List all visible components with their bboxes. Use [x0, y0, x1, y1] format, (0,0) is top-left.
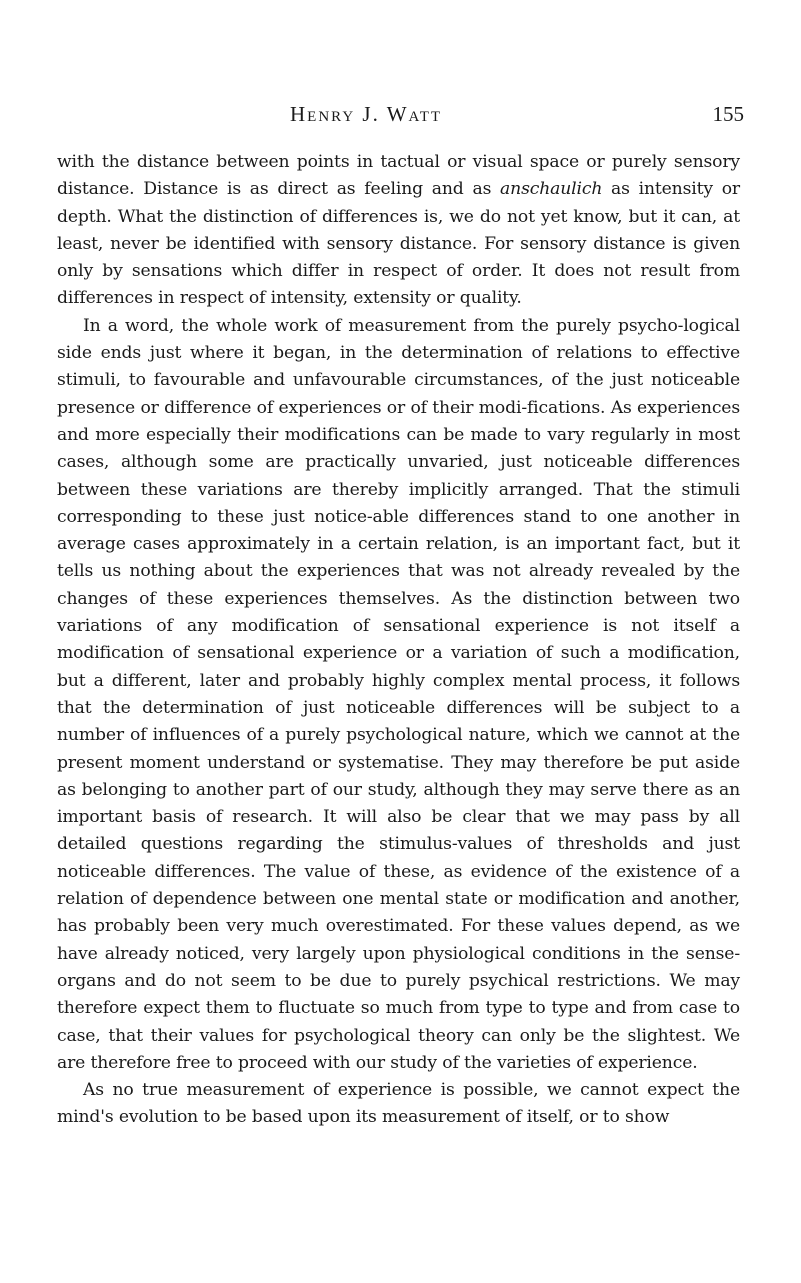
paragraph-1-part-1: with the distance between points in tactual or visual space or purely sensory distance. Distance is as direct as feeling and as	[57, 152, 740, 200]
page-number: 155	[712, 102, 744, 126]
paragraph-2: In a word, the whole work of measurement from the purely psycho-logical side ends just where it began, in the determination of relations to effective stimuli, to favourable and unfavourable circumstances, of the just noticeable presence or difference of experiences or of their modi-fications. As experiences and more especially their modifications can be made to vary regularly in most cases, although some are practically unvaried, just noticeable differences between these variations are thereby implicitly arranged. That the stimuli corresponding to these just notice-able differences stand to one another in average cases approximately in a certain relation, is an important fact, but it tells us nothing about the experiences that was not already revealed by the changes of these experiences themselves. As the distinction between two variations of any modification of sensational experience is not itself a modification of sensational experience or a variation of such a modification, but a different, later and probably highly complex mental process, it follows that the determination of just noticeable differences will be subject to a number of influences of a purely psychological nature, which we cannot at the present moment understand or systematise. They may therefore be put aside as belonging to another part of our study, although they may serve there as an important basis of research. It will also be clear that we may pass by all detailed questions regarding the stimulus-values of thresholds and just noticeable differences. The value of these, as evidence of the existence of a relation of dependence between one mental state or modification and another, has probably been very much overestimated. For these values depend, as we have already noticed, very largely upon physiological conditions in the sense-organs and do not seem to be due to purely psychical restrictions. We may therefore expect them to fluctuate so much from type to type and from case to case, that their values for psychological theory can only be the slightest. We are therefore free to proceed with our study of the varieties of experience.	[57, 315, 740, 1073]
running-head	[0, 102, 801, 132]
paragraph-3: As no true measurement of experience is possible, we cannot expect the mind's evolution to be based upon its measurement of itself, or to show	[57, 1080, 740, 1128]
running-title: Henry J. Watt	[290, 102, 443, 126]
body-text	[57, 149, 740, 1132]
paragraph-1-part-3: as intensity or depth. What the distinction of differences is, we do not yet know, but it can, at least, never be identified with sensory distance. For sensory distance is given only by sensations which differ in respect of order. It does not result from differences in respect of intensity, extensity or quality.	[57, 179, 740, 309]
paragraph-1	[57, 149, 740, 313]
italic-term: anschaulich	[500, 179, 603, 200]
